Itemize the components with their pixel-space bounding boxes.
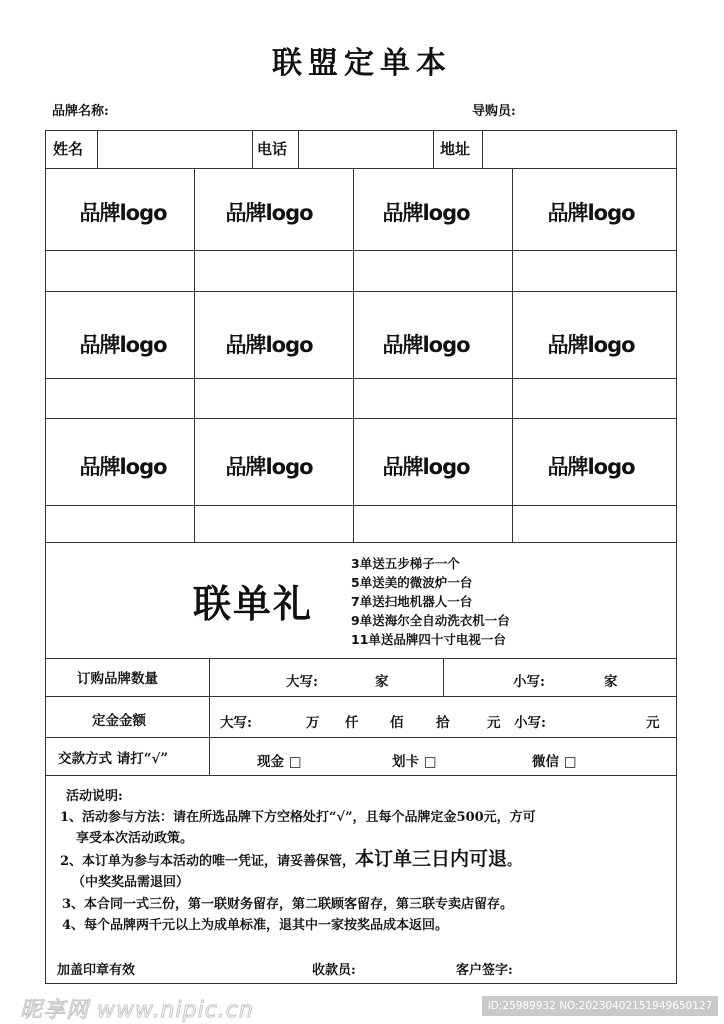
divider xyxy=(209,658,210,775)
gift-item: 5单送美的微波炉一台 xyxy=(351,575,473,590)
divider xyxy=(252,130,253,168)
brand-logo: 品牌logo xyxy=(225,201,313,225)
brand-logo: 品牌logo xyxy=(547,455,635,479)
divider xyxy=(45,168,677,169)
divider xyxy=(45,505,677,506)
brand-logo: 品牌logo xyxy=(79,201,167,225)
brand-logo: 品牌logo xyxy=(225,333,313,357)
divider xyxy=(45,737,677,738)
divider xyxy=(443,658,444,696)
brand-check-cell[interactable] xyxy=(196,507,352,541)
brand-logo: 品牌logo xyxy=(382,201,470,225)
divider xyxy=(97,130,98,168)
deposit-label: 定金金额 xyxy=(92,713,146,729)
note-2-end: 。 xyxy=(507,854,521,869)
brand-check-cell[interactable] xyxy=(514,252,676,290)
divider xyxy=(482,130,483,168)
brand-check-cell[interactable] xyxy=(47,252,193,290)
divider xyxy=(45,378,677,379)
brand-logo: 品牌logo xyxy=(547,333,635,357)
deposit-unit-bai: 佰 xyxy=(390,715,404,731)
deposit-unit-shi: 拾 xyxy=(436,715,450,731)
brand-logo: 品牌logo xyxy=(79,455,167,479)
name-label: 姓名 xyxy=(53,140,84,158)
note-2-emphasis: 本订单三日内可退 xyxy=(355,848,508,870)
qty-upper-field[interactable] xyxy=(322,662,372,692)
divider xyxy=(45,418,677,419)
brand-logo: 品牌logo xyxy=(382,455,470,479)
brand-check-cell[interactable] xyxy=(514,507,676,541)
note-2 xyxy=(60,849,520,872)
page-title: 联盟定单本 xyxy=(272,46,452,81)
divider xyxy=(298,130,299,168)
payment-option-card[interactable]: 划卡 □ xyxy=(392,754,437,770)
note-2-cont: （中奖奖品需退回） xyxy=(72,875,190,890)
divider xyxy=(45,696,677,697)
divider xyxy=(353,168,354,542)
deposit-unit-qian: 仟 xyxy=(345,715,359,731)
site-watermark: 昵享网 www.nipic.cn xyxy=(20,998,254,1023)
qty-upper-label: 大写: xyxy=(286,674,318,690)
brand-check-cell[interactable] xyxy=(47,507,193,541)
notes-heading: 活动说明: xyxy=(66,789,123,804)
note-1-cont: 享受本次活动政策。 xyxy=(76,831,194,846)
brand-check-cell[interactable] xyxy=(196,252,352,290)
gift-heading: 联单礼 xyxy=(193,582,314,626)
note-1: 1、活动参与方法：请在所选品牌下方空格处打“√”，且每个品牌定金500元，方可 xyxy=(60,810,536,825)
brand-logo: 品牌logo xyxy=(382,333,470,357)
divider xyxy=(45,542,677,543)
note-4: 4、每个品牌两千元以上为成单标准，退其中一家按奖品成本返回。 xyxy=(62,918,449,933)
brand-logo: 品牌logo xyxy=(225,455,313,479)
gift-item: 11单送品牌四十寸电视一台 xyxy=(351,632,506,647)
payment-option-wechat[interactable]: 微信 □ xyxy=(532,754,577,770)
note-2-text: 2、本订单为参与本活动的唯一凭证，请妥善保管， xyxy=(60,854,356,869)
divider xyxy=(45,775,677,776)
deposit-upper-label: 大写: xyxy=(220,715,252,731)
brand-check-cell[interactable] xyxy=(355,380,511,417)
brand-check-cell[interactable] xyxy=(47,380,193,417)
payment-option-cash[interactable]: 现金 □ xyxy=(257,754,302,770)
guide-label: 导购员: xyxy=(472,104,516,119)
deposit-unit-yuan: 元 xyxy=(487,715,501,731)
stamp-label: 加盖印章有效 xyxy=(57,963,136,978)
gift-list xyxy=(351,554,510,649)
note-3: 3、本合同一式三份，第一联财务留存，第二联顾客留存，第三联专卖店留存。 xyxy=(62,897,514,912)
cashier-field[interactable] xyxy=(362,958,442,980)
phone-field[interactable] xyxy=(300,131,432,167)
deposit-lower-label: 小写: xyxy=(514,715,546,731)
address-label: 地址 xyxy=(440,140,471,158)
qty-upper-unit: 家 xyxy=(375,674,389,690)
brand-logo: 品牌logo xyxy=(547,201,635,225)
payment-label: 交款方式 请打“√” xyxy=(58,751,169,767)
cashier-label: 收款员: xyxy=(312,963,356,978)
customer-sign-label: 客户签字: xyxy=(456,963,513,978)
deposit-unit-wan: 万 xyxy=(306,715,320,731)
brand-name-label: 品牌名称: xyxy=(52,104,109,119)
customer-sign-field[interactable] xyxy=(524,958,664,980)
gift-item: 3单送五步梯子一个 xyxy=(351,556,460,571)
name-field[interactable] xyxy=(99,131,251,167)
deposit-lower-unit: 元 xyxy=(646,715,660,731)
divider xyxy=(433,130,434,168)
brand-check-cell[interactable] xyxy=(196,380,352,417)
divider xyxy=(45,250,677,251)
brand-check-cell[interactable] xyxy=(514,380,676,417)
gift-item: 7单送扫地机器人一台 xyxy=(351,594,473,609)
divider xyxy=(194,168,195,542)
divider xyxy=(45,291,677,292)
phone-label: 电话 xyxy=(257,140,288,158)
qty-label: 订购品牌数量 xyxy=(77,671,158,687)
deposit-upper-field[interactable] xyxy=(255,700,505,733)
brand-check-cell[interactable] xyxy=(355,507,511,541)
divider xyxy=(45,658,677,659)
brand-logo: 品牌logo xyxy=(79,333,167,357)
qty-lower-label: 小写: xyxy=(513,674,545,690)
divider xyxy=(512,168,513,542)
qty-lower-field[interactable] xyxy=(550,662,600,692)
id-watermark: ID:25989932 NO:20230402151949650127 xyxy=(482,996,718,1016)
brand-check-cell[interactable] xyxy=(355,252,511,290)
gift-item: 9单送海尔全自动洗衣机一台 xyxy=(351,613,510,628)
qty-lower-unit: 家 xyxy=(604,674,618,690)
address-field[interactable] xyxy=(484,131,675,167)
deposit-lower-field[interactable] xyxy=(552,700,642,733)
